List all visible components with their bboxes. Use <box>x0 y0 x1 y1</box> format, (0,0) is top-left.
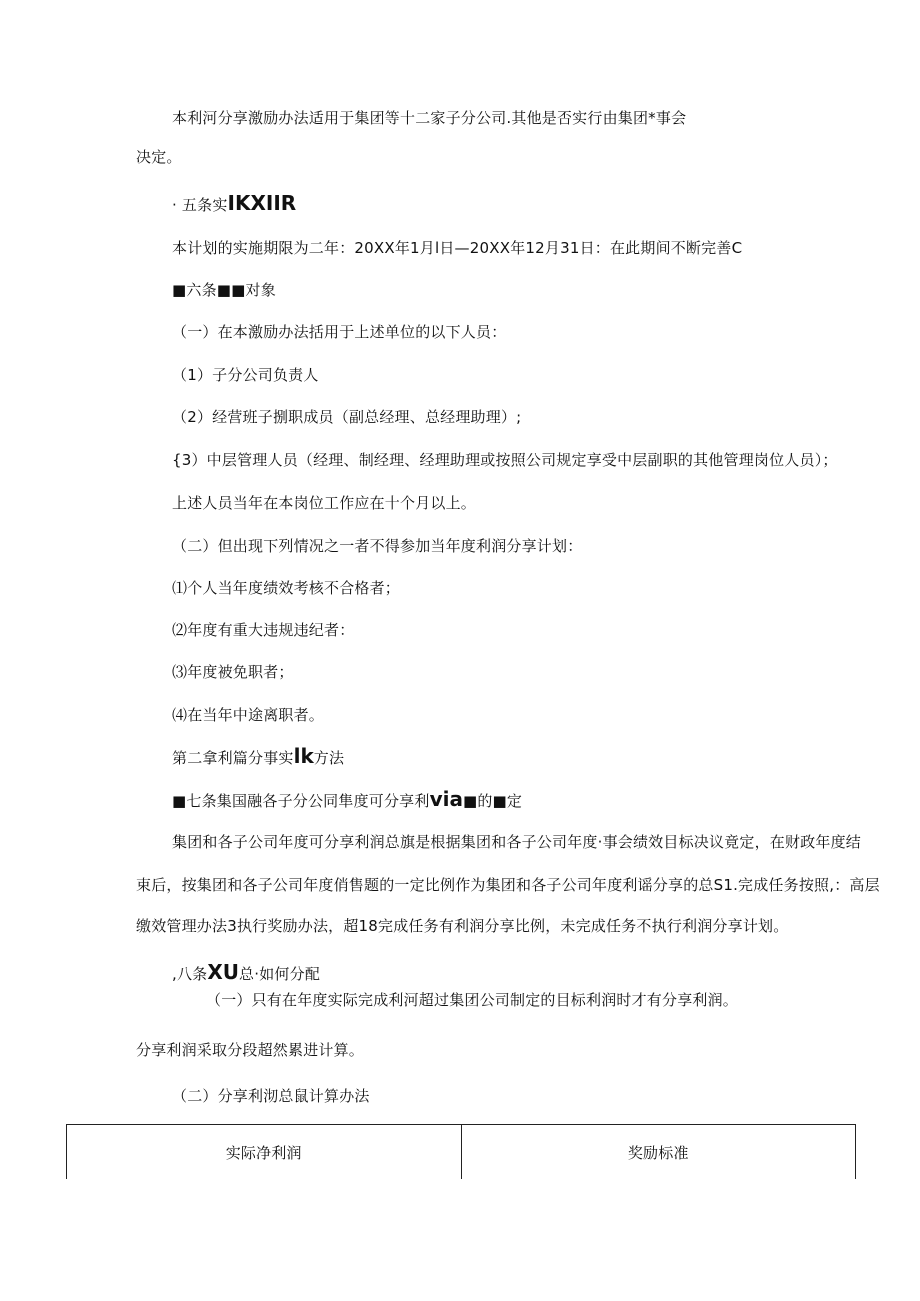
clause-2: （二）但出现下列情况之一者不得参加当年度利润分享计划： <box>172 537 583 555</box>
article-7-heading-a: ■七条集国融各子分公同隼度可分享利 <box>172 792 430 810</box>
article-8-heading-a: ,八条 <box>172 965 208 983</box>
exclusion-3: ⑶年度被免职者； <box>172 663 294 681</box>
chapter-2-heading <box>172 745 344 769</box>
item-2: （2）经营班子捌职成员（副总经理、总经理助理）; <box>172 408 522 426</box>
table-header-net-profit: 实际净利润 <box>225 1143 302 1162</box>
exclusion-1: ⑴个人当年度绩效考核不合格者； <box>172 579 401 597</box>
article-7-body-line-1: 集团和各子公司年度可分享利润总旗是根据集团和各子公司年度·事会绩效目标决议竟定，在财政年度结 <box>172 833 861 851</box>
article-5-heading-prefix: · 五条实 <box>172 196 228 214</box>
article-7-body-line-2: 束后，按集团和各子公司年度俏售题的一定比例作为集团和各子公司年度利谣分享的总S1.完成任务按照,：高层 <box>136 876 880 894</box>
table-header-reward-standard: 奖励标准 <box>461 1125 856 1179</box>
clause-1: （一）在本激励办法括用于上述单位的以下人员： <box>172 323 507 341</box>
paragraph-scope-cont: 决定。 <box>136 148 182 166</box>
article-8-heading-c: 总·如何分配 <box>239 965 321 983</box>
article-5-heading-bold: IKXIIR <box>227 191 297 215</box>
article-7-heading-bold: via <box>429 787 463 811</box>
article-7-heading-c: ■的■定 <box>462 792 523 810</box>
item-3: {3）中层管理人员（经理、制经理、经理助理或按照公司规定享受中层副职的其他管理岗位人员）； <box>172 451 838 469</box>
article-7-heading <box>172 788 522 812</box>
chapter-2-heading-c: 方法 <box>313 749 345 767</box>
tenure-note: 上述人员当年在本岗位工作应在十个月以上。 <box>172 494 477 512</box>
chapter-2-heading-bold: lk <box>293 744 314 768</box>
paragraph-scope: 本利河分享激励办法适用于集团等十二家子分公司.其他是否实行由集团*事会 <box>172 109 687 127</box>
article-8-clause-1: （一）只有在年度实际完成利河超过集团公司制定的目标利润时才有分享利润。 <box>206 991 739 1009</box>
chapter-2-heading-a: 第二拿利篇分事实 <box>172 749 294 767</box>
exclusion-4: ⑷在当年中途离职者。 <box>172 706 325 724</box>
article-6-heading: ■六条■■对象 <box>172 281 276 299</box>
article-8-heading <box>172 961 320 985</box>
paragraph-period: 本计划的实施期限为二年：20XX年1月l日—20XX年12月31日：在此期间不断完善C <box>172 239 743 257</box>
article-7-body-line-3: 缴效管理办法3执行奖励办法，超18完成任务有利润分享比例，未完成任务不执行利润分享计划。 <box>136 917 789 935</box>
article-8-heading-bold: XU <box>207 960 240 984</box>
exclusion-2: ⑵年度有重大违规违纪者： <box>172 621 355 639</box>
article-8-clause-1-cont: 分享利润采取分段超然累进计算。 <box>136 1041 365 1059</box>
article-5-heading <box>172 192 296 216</box>
reward-table <box>66 1124 856 1179</box>
item-1: （1）子分公司负责人 <box>172 366 319 384</box>
article-8-clause-2: （二）分享利沏总鼠计算办法 <box>172 1087 370 1105</box>
